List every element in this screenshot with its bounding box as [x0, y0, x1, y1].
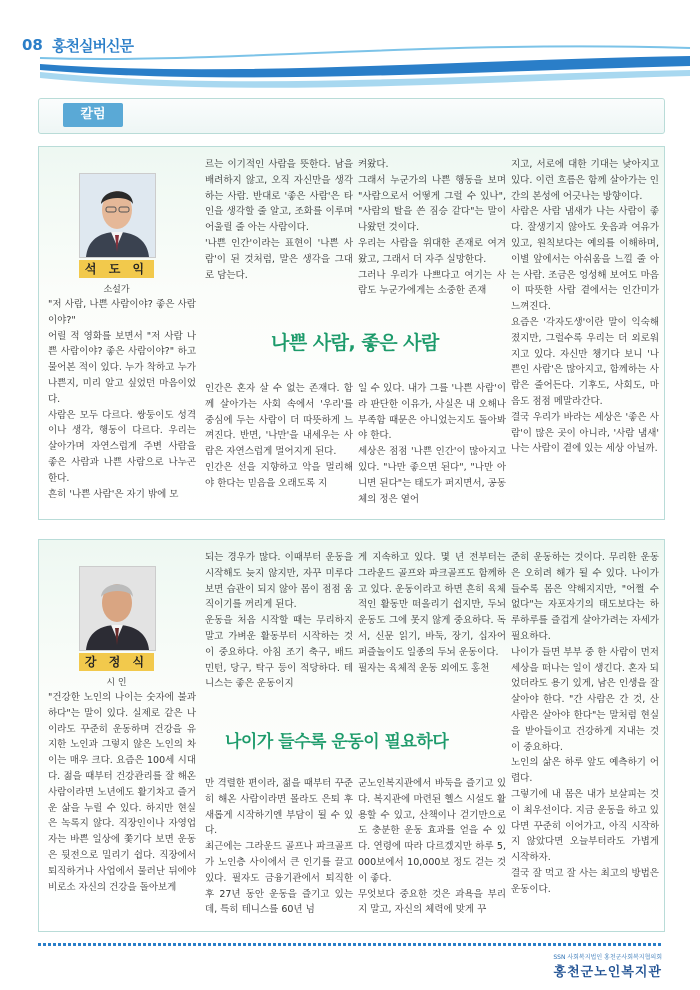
article-paragraph: "저 사람, 나쁜 사람이야? 좋은 사람이야?" 어릴 적 영화를 보면서 "저 사람 나쁜 사람이야? 좋은 사람이야?" 하고 물어본 적이 있다. 누가 착하고 누가 나쁜지, 미리 알고 싶었던 마음이었다. 사람은 모두 다르다. 쌍둥이도 성격이나 생각, 행동이 다르다. 우리는 살아가며 자연스럽게 주변 사람을 좋은 사람과 나쁜 사람으로 나누곤 한다. 흔히 '나쁜 사람'은 자기 밖에 모: [48, 299, 196, 500]
column-article-2: [38, 539, 665, 932]
author-profile: [79, 173, 154, 295]
article-paragraph: "건강한 노인의 나이는 숫자에 불과하다"는 말이 있다. 실제로 같은 나이라도 꾸준히 운동하며 건강을 유지한 노인과 그렇지 않은 노인의 차이는 매우 크다. 요즘은 100세 시대다. 젊을 때부터 건강관리를 잘 해온 사람이라면 노년에도 활기차고 즐거운 삶을 누릴 수 있다. 하지만 현실은 녹록지 않다. 직장인이나 자영업자는 바쁜 일상에 쫓기다 보면 운동은 뒷전으로 밀리기 쉽다. 직장에서 퇴직하거나 사업에서 물러난 뒤에야 비로소 자신의 건강을 돌아보게: [48, 692, 196, 893]
article-text-col3-bottom: [358, 381, 506, 511]
article-text-col3-top: [358, 550, 506, 692]
article-text-col4: [511, 157, 659, 507]
section-label: 칼럼: [63, 103, 123, 127]
article-text-col1: [48, 690, 196, 920]
article-paragraph: 만 격렬한 편이라, 젊을 때부터 꾸준히 해온 사람이라면 몰라도 은퇴 후 새롭게 시작하기엔 부담이 될 수 있다. 최근에는 그라운드 골프나 파크골프가 노인층 사이에서 큰 인기를 끌고 있다. 필자도 금융기관에서 퇴직한 후 27년 동안 운동을 즐기고 있는데, 특히 테니스를 60년 넘: [205, 778, 353, 916]
article-text-col3-top: [358, 157, 506, 297]
author-portrait-icon: [80, 567, 155, 650]
footer-divider: [38, 943, 663, 946]
article-text-col2-top: [205, 157, 353, 297]
author-name: 석 도 익: [79, 260, 154, 278]
article-paragraph: 지고, 서로에 대한 기대는 낮아지고 있다. 이런 흐름은 함께 살아가는 인간의 본성에 어긋나는 방향이다. 사람은 사람 냄새가 나는 사람이 좋다. 잘생기지 않아도 웃음과 여유가 있고, 원칙보다는 예의를 이해하며, 이별 앞에서는 아쉬움을 느낄 줄 아는 사람. 조금은 엉성해 보여도 마음이 따뜻한 사람 곁에서는 인간미가 느껴진다. 요즘은 '각자도생'이란 말이 익숙해졌지만, 그럴수록 우리는 더 외로워지고 있다. 자신만 챙기다 보니 '나쁜인 사람'은 많아지고, 함께하는 사람은 줄어든다. 기후도, 사회도, 마음도 점점 메말라간다. 결국 우리가 바라는 세상은 '좋은 사람'이 많은 곳이 아니라, '사람 냄새' 나는 사람이 곁에 있는 세상 아닐까.: [511, 159, 659, 455]
article-text-col4: [511, 550, 659, 922]
author-photo: [79, 566, 156, 651]
author-portrait-icon: [80, 174, 155, 257]
publication-title: 홍천실버신문: [52, 37, 133, 55]
page-header: [0, 0, 700, 90]
section-bar: [38, 98, 665, 134]
article-paragraph: 일 수 있다. 내가 그를 '나쁜 사람'이라 판단한 이유가, 사실은 내 오해나 부족함 때문은 아니었는지도 돌아봐야 한다. 세상은 점점 '나쁜 인간'이 많아지고 있다. "나만 좋으면 된다", "나만 아니면 된다"는 태도가 퍼지면서, 공동체의 정은 옅어: [358, 383, 506, 505]
article-paragraph: 인간은 혼자 살 수 없는 존재다. 함께 살아가는 사회 속에서 '우리'를 중심에 두는 사람이 더 따뜻하게 느껴진다. 반면, '나만'을 내세우는 사람은 자연스럽게 멀어지게 된다. 인간은 선을 지향하고 악을 멀리해야 한다는 믿음을 오래도록 지: [205, 383, 353, 489]
article-paragraph: 군노인복지관에서 바둑을 즐기고 있다. 복지관에 마련된 헬스 시설도 활용할 수 있고, 산책이나 걷기만으로도 충분한 운동 효과를 얻을 수 있다. 연령에 따라 다르겠지만 하루 5,000보에서 10,000보 정도 걷는 것이 좋다. 무엇보다 중요한 것은 과욕을 부리지 말고, 자신의 체력에 맞게 꾸: [358, 778, 506, 916]
article-headline: 나쁜 사람, 좋은 사람: [271, 332, 439, 354]
footer-org-subtitle: SSN 사회복지법인 홍천군사회복지협의회: [553, 954, 662, 961]
footer-org-name: 홍천군노인복지관: [553, 965, 662, 980]
author-role: 시 인: [106, 678, 127, 688]
article-paragraph: 르는 이기적인 사람을 뜻한다. 남을 배려하지 않고, 오직 자신만을 생각하는 사람. 반대로 '좋은 사람'은 타인을 생각할 줄 알고, 조화를 이루며 어울릴 줄 아는 사람이다. '나쁜 인간'이라는 표현이 '나쁜 사람'이 된 것처럼, 말은 생각을 그대로 담는다.: [205, 159, 353, 281]
author-profile: [79, 566, 154, 688]
article-paragraph: 준히 운동하는 것이다. 무리한 운동은 오히려 해가 될 수 있다. 나이가 들수록 몸은 약해지지만, "어쩔 수 없다"는 자포자기의 태도보다는 하루하루를 즐겁게 살아가려는 자세가 필요하다. 나이가 들면 부부 중 한 사람이 먼저 세상을 떠나는 일이 생긴다. 혼자 되었더라도 용기 있게, 남은 인생을 잘 살아야 한다. "간 사람은 간 것, 산 사람은 살아야 한다"는 말처럼 현실을 받아들이고 건강하게 지내는 것이 중요하다. 노인의 삶은 하루 앞도 예측하기 어렵다. 그렇기에 내 몸은 내가 보살피는 것이 최우선이다. 지금 운동을 하고 있다면 꾸준히 이어가고, 아직 시작하지 않았다면 오늘부터라도 가볍게 시작하자. 결국 잘 먹고 잘 사는 최고의 방법은 운동이다.: [511, 552, 659, 895]
author-name: 강 정 식: [79, 653, 154, 671]
article-paragraph: 켜왔다. 그래서 누군가의 나쁜 행동을 보며 "사람으로서 어떻게 그럴 수 있나", "사람의 탈을 쓴 짐승 같다"는 말이 나왔던 것이다. 우리는 사람을 위대한 존재로 여겨왔고, 그래서 더 자주 실망한다. 그러나 우리가 나쁘다고 여기는 사람도 누군가에게는 소중한 존재: [358, 159, 506, 297]
author-role: 소설가: [103, 285, 130, 295]
article-text-col2-top: [205, 550, 353, 692]
column-article-1: [38, 146, 665, 520]
article-paragraph: 게 지속하고 있다. 몇 년 전부터는 그라운드 골프와 파크골프도 함께하고 있다. 운동이라고 하면 흔히 육체적인 활동만 떠올리기 쉽지만, 두뇌 운동도 그에 못지 않게 중요하다. 독서, 신문 읽기, 바둑, 장기, 십자어 퍼즐놀이도 일종의 두뇌 운동이다. 필자는 육체적 운동 외에도 홍천: [358, 552, 506, 674]
page-number: 08: [22, 36, 43, 54]
article-text-col2-bottom: [205, 776, 353, 924]
article-text-col3-bottom: [358, 776, 506, 924]
article-text-col1: [48, 297, 196, 507]
author-photo: [79, 173, 156, 258]
article-paragraph: 되는 경우가 많다. 이때부터 운동을 시작해도 늦지 않지만, 자꾸 미루다 보면 습관이 되지 않아 몸이 점점 움직이기를 꺼리게 된다. 운동을 처음 시작할 때는 무리하지 말고 가벼운 활동부터 시작하는 것이 중요하다. 아침 조기 축구, 배드민턴, 당구, 탁구 등이 적당하다. 테니스는 좋은 운동이지: [205, 552, 353, 690]
article-headline: 나이가 들수록 운동이 필요하다: [225, 732, 449, 752]
article-text-col2-bottom: [205, 381, 353, 511]
